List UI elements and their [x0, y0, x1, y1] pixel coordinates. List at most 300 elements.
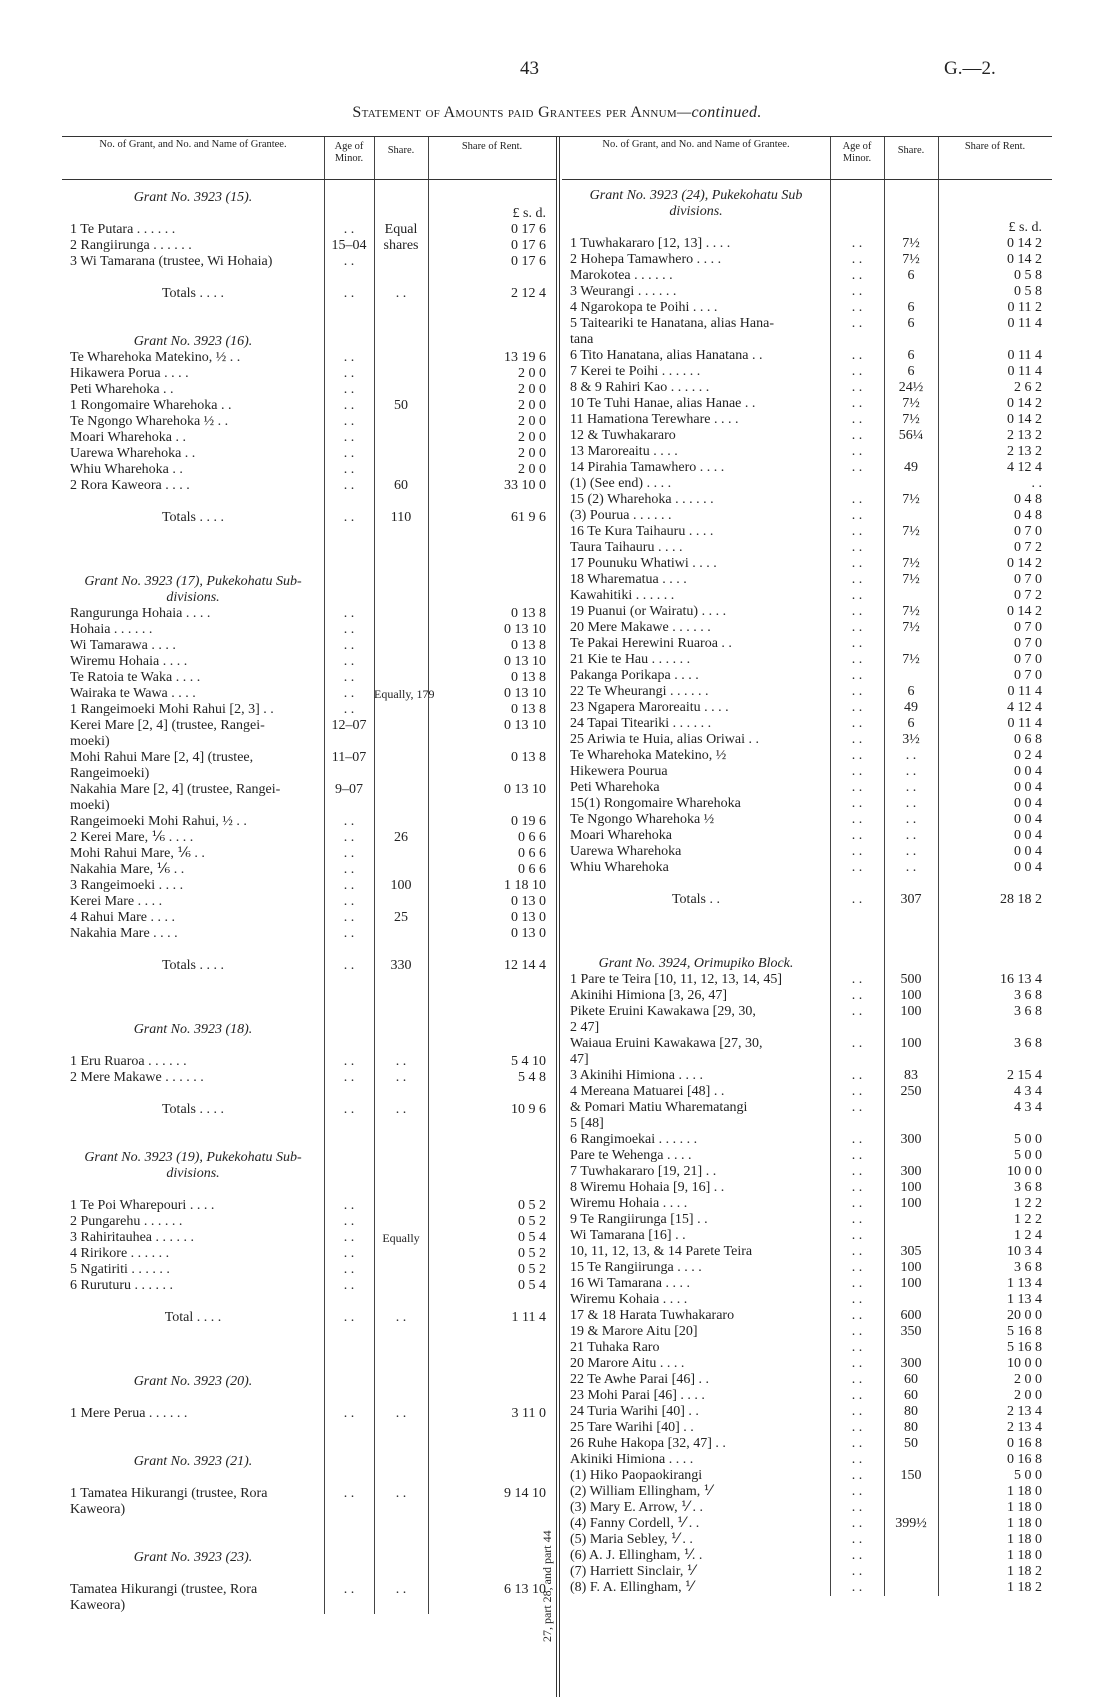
grantee-row: [62, 1038, 556, 1054]
grantee-name: 26 Ruhe Hakopa [32, 47] . .: [570, 1436, 726, 1451]
minor-age: . .: [851, 1036, 863, 1051]
grantee-name: Kaweora): [70, 1502, 126, 1517]
grantee-row: [62, 1342, 556, 1358]
grantee-name: (4) Fanny Cordell, ⅟ . .: [570, 1516, 700, 1531]
minor-age: . .: [343, 894, 355, 909]
rent-value: 33 10 0: [504, 478, 546, 493]
grantee-name: 1 Te Putara . . . . . .: [70, 222, 176, 237]
grantee-name: 15 Te Rangiirunga . . . .: [570, 1260, 702, 1275]
share-value: 399½: [895, 1516, 927, 1531]
grantee-row: [562, 396, 1052, 412]
grantee-row: [62, 1358, 556, 1374]
grantee-row: [62, 718, 556, 734]
share-value: . .: [395, 1070, 407, 1085]
grantee-name: tana: [570, 332, 594, 347]
rent-value: 0 11 2: [1007, 300, 1042, 315]
minor-age: . .: [851, 1292, 863, 1307]
grantee-row: [62, 910, 556, 926]
grantee-row: [62, 1486, 556, 1502]
grantee-name: 11 Hamationa Terewhare . . . .: [570, 412, 739, 427]
grantee-name: 21 Tuhaka Raro: [570, 1340, 660, 1355]
grantee-row: [62, 702, 556, 718]
rent-value: 0 0 4: [1014, 812, 1042, 827]
grantee-row: [62, 670, 556, 686]
grantee-name: 5 Ngatiriti . . . . . .: [70, 1262, 170, 1277]
minor-age: . .: [343, 606, 355, 621]
minor-age: . .: [851, 1004, 863, 1019]
grantee-row: [62, 430, 556, 446]
rent-value: 1 18 2: [1007, 1580, 1042, 1595]
minor-age: . .: [851, 1340, 863, 1355]
minor-age: . .: [851, 428, 863, 443]
left-body: [62, 180, 556, 1614]
minor-age: . .: [343, 1246, 355, 1261]
minor-age: . .: [851, 284, 863, 299]
share-value: . .: [905, 860, 917, 875]
minor-age: . .: [851, 1500, 863, 1515]
grantee-name: 7 Kerei te Poihi . . . . . .: [570, 364, 701, 379]
grantee-name: Pakanga Porikapa . . . .: [570, 668, 699, 683]
share-value: 7½: [902, 604, 920, 619]
grantee-row: [62, 846, 556, 862]
grantee-name: Rangeimoeki Mohi Rahui, ½ . .: [70, 814, 247, 829]
grantee-name: moeki): [70, 798, 110, 813]
grantee-name: Te Wharehoka Matekino, ½: [570, 748, 727, 763]
rent-value: 2 0 0: [518, 366, 546, 381]
grant-heading: [62, 1166, 556, 1182]
share-value: . .: [395, 1486, 407, 1501]
minor-age: . .: [343, 478, 355, 493]
grantee-row: [562, 316, 1052, 332]
minor-age: . .: [343, 622, 355, 637]
minor-age: . .: [851, 1228, 863, 1243]
grantee-name: Grant No. 3923 (16).: [133, 334, 253, 349]
minor-age: . .: [343, 366, 355, 381]
rent-value: £ s. d.: [1008, 220, 1042, 235]
minor-age: . .: [343, 1278, 355, 1293]
rent-value: 0 0 4: [1014, 828, 1042, 843]
grantee-row: [562, 812, 1052, 828]
grantee-name: Peti Wharehoka: [570, 780, 660, 795]
grantee-row: [62, 206, 556, 222]
rent-value: 6 13 10: [504, 1582, 546, 1597]
side-label: 27, part 28, and part 44: [540, 1530, 554, 1642]
grantee-name: 2 Pungarehu . . . . . .: [70, 1214, 183, 1229]
title-suffix: —continued.: [677, 104, 762, 121]
grantee-row: [62, 942, 556, 958]
share-value: . .: [395, 1582, 407, 1597]
grantee-name: Totals . . . .: [161, 286, 224, 301]
grantee-name: Grant No. 3923 (20).: [133, 1374, 253, 1389]
grantee-row: [562, 684, 1052, 700]
grantee-name: 20 Marore Aitu . . . .: [570, 1356, 685, 1371]
minor-age: 9–07: [335, 782, 363, 797]
grantee-row: [62, 766, 556, 782]
minor-age: . .: [851, 684, 863, 699]
grantee-row: [62, 1230, 556, 1246]
share-value: 250: [900, 1084, 922, 1099]
grantee-name: 2 Rora Kaweora . . . .: [70, 478, 190, 493]
share-value: 60: [394, 478, 408, 493]
rent-value: 0 14 2: [1007, 252, 1042, 267]
grantee-row: [562, 220, 1052, 236]
rent-value: 0 13 8: [511, 702, 546, 717]
share-value: 6: [907, 684, 915, 699]
grantee-name: Totals . .: [671, 892, 720, 907]
header-rent: Share of Rent.: [964, 141, 1026, 152]
rent-value: 1 18 0: [1007, 1500, 1042, 1515]
grantee-name: Rangurunga Hohaia . . . .: [70, 606, 211, 621]
rent-value: 0 13 10: [504, 654, 546, 669]
grantee-row: [562, 1068, 1052, 1084]
grantee-row: [562, 556, 1052, 572]
share-value: . .: [395, 1310, 407, 1325]
minor-age: . .: [851, 1068, 863, 1083]
header-name: No. of Grant, and No. and Name of Grantee.: [602, 139, 790, 150]
grantee-name: Taura Taihauru . . . .: [570, 540, 683, 555]
minor-age: 11–07: [331, 750, 367, 765]
grantee-name: 21 Kie te Hau . . . . . .: [570, 652, 691, 667]
rent-value: 0 11 4: [1007, 716, 1042, 731]
share-value: 6: [907, 348, 915, 363]
rent-value: 0 0 4: [1014, 844, 1042, 859]
grantee-name: Kawahitiki . . . . . .: [570, 588, 675, 603]
grantee-row: [562, 1276, 1052, 1292]
minor-age: . .: [343, 286, 355, 301]
grantee-name: Uarewa Wharehoka . .: [70, 446, 196, 461]
minor-age: . .: [851, 1404, 863, 1419]
rent-value: 0 14 2: [1007, 556, 1042, 571]
minor-age: . .: [851, 764, 863, 779]
column-separator-inner: [559, 137, 560, 1697]
grantee-row: [562, 1404, 1052, 1420]
minor-age: . .: [343, 1214, 355, 1229]
grant-heading: [562, 188, 1052, 204]
grantee-row: [562, 268, 1052, 284]
rent-value: 0 6 6: [518, 846, 546, 861]
grantee-name: (7) Harriett Sinclair, ⅟: [570, 1564, 695, 1579]
grantee-row: [562, 940, 1052, 956]
rent-value: 4 3 4: [1014, 1084, 1042, 1099]
grantee-row: [562, 1132, 1052, 1148]
share-value: 80: [904, 1420, 918, 1435]
minor-age: . .: [851, 1276, 863, 1291]
totals-row: [562, 892, 1052, 908]
grantee-row: [562, 412, 1052, 428]
share-value: 7½: [902, 492, 920, 507]
minor-age: . .: [851, 892, 863, 907]
grantee-name: 2 47]: [570, 1020, 600, 1035]
share-value: Equally: [382, 1231, 420, 1245]
share-value: . .: [395, 286, 407, 301]
rent-value: 3 6 8: [1014, 1004, 1042, 1019]
rent-value: 2 0 0: [518, 414, 546, 429]
grantee-name: 5 Taiteariki te Hanatana, alias Hana-: [570, 316, 774, 331]
minor-age: . .: [851, 604, 863, 619]
minor-age: . .: [851, 1372, 863, 1387]
series-code: G.—2.: [944, 58, 996, 79]
share-value: . .: [905, 748, 917, 763]
minor-age: . .: [851, 1212, 863, 1227]
grantee-name: Te Ngongo Wharehoka ½: [570, 812, 715, 827]
grantee-name: Te Ngongo Wharehoka ½ . .: [70, 414, 229, 429]
grantee-row: [562, 1324, 1052, 1340]
grantee-row: [562, 1452, 1052, 1468]
grantee-name: Kaweora): [70, 1598, 126, 1613]
grantee-name: Mohi Rahui Mare [2, 4] (trustee,: [70, 750, 254, 765]
rent-value: 0 11 4: [1007, 316, 1042, 331]
grantee-name: (3) Pourua . . . . . .: [570, 508, 672, 523]
share-value: . .: [905, 828, 917, 843]
grantee-name: 15 (2) Wharehoka . . . . . .: [570, 492, 714, 507]
grantee-name: Hikawera Porua . . . .: [70, 366, 189, 381]
right-header: [562, 137, 1052, 180]
minor-age: . .: [343, 814, 355, 829]
grantee-row: [62, 222, 556, 238]
grantee-row: [62, 830, 556, 846]
right-body: [562, 180, 1052, 1596]
grantee-row: [562, 1180, 1052, 1196]
grantee-row: [562, 908, 1052, 924]
grantee-row: [562, 796, 1052, 812]
grantee-name: 8 & 9 Rahiri Kao . . . . . .: [570, 380, 710, 395]
rent-value: 0 7 0: [1014, 572, 1042, 587]
grantee-row: [62, 622, 556, 638]
minor-age: . .: [343, 1486, 355, 1501]
rent-value: 10 9 6: [511, 1102, 546, 1117]
grantee-row: [562, 860, 1052, 876]
grantee-name: 24 Tapai Titeariki . . . . . .: [570, 716, 712, 731]
grantee-name: 25 Ariwia te Huia, alias Oriwai . .: [570, 732, 759, 747]
rent-value: 0 13 10: [504, 622, 546, 637]
minor-age: . .: [851, 572, 863, 587]
grantee-row: [62, 1118, 556, 1134]
rent-value: 0 0 4: [1014, 764, 1042, 779]
share-value: 49: [904, 700, 918, 715]
minor-age: . .: [851, 1260, 863, 1275]
minor-age: . .: [851, 860, 863, 875]
minor-age: . .: [851, 1452, 863, 1467]
share-value: 60: [904, 1388, 918, 1403]
rent-value: 2 6 2: [1014, 380, 1042, 395]
rent-value: 10 3 4: [1007, 1244, 1042, 1259]
grantee-row: [562, 428, 1052, 444]
totals-row: [62, 286, 556, 302]
grantee-row: [562, 1036, 1052, 1052]
rent-value: 1 2 4: [1014, 1228, 1042, 1243]
share-value: 300: [900, 1132, 922, 1147]
share-value: 7½: [902, 396, 920, 411]
grantee-name: (5) Maria Sebley, ⅟ . .: [570, 1532, 693, 1547]
minor-age: . .: [343, 670, 355, 685]
minor-age: . .: [343, 1198, 355, 1213]
minor-age: . .: [851, 316, 863, 331]
rent-value: 1 18 0: [1007, 1484, 1042, 1499]
grantee-name: 3 Weurangi . . . . . .: [570, 284, 677, 299]
grantee-name: Grant No. 3923 (17), Pukekohatu Sub-: [84, 574, 302, 589]
grantee-name: 23 Mohi Parai [46] . . . .: [570, 1388, 705, 1403]
grantee-row: [62, 894, 556, 910]
minor-age: . .: [851, 668, 863, 683]
grantee-name: 3 Wi Tamarana (trustee, Wi Hohaia): [70, 254, 273, 269]
share-value: 307: [900, 892, 922, 907]
grantee-row: [562, 604, 1052, 620]
grantee-name: 1 Eru Ruaroa . . . . . .: [70, 1054, 187, 1069]
left-table: [62, 137, 556, 1614]
rent-value: 0 0 4: [1014, 780, 1042, 795]
share-value: 7½: [902, 412, 920, 427]
share-value: 100: [900, 1036, 922, 1051]
share-value: 7½: [902, 524, 920, 539]
grantee-row: [562, 588, 1052, 604]
minor-age: . .: [851, 252, 863, 267]
grantee-name: 24 Turia Warihi [40] . .: [570, 1404, 699, 1419]
grantee-row: [62, 814, 556, 830]
grantee-name: Total . . . .: [164, 1310, 222, 1325]
rent-value: 1 2 2: [1014, 1212, 1042, 1227]
page-number: 43: [520, 58, 539, 79]
rent-value: 0 13 8: [511, 670, 546, 685]
rent-value: 0 4 8: [1014, 508, 1042, 523]
grantee-name: Whiu Wharehoka: [570, 860, 669, 875]
grantee-row: [62, 1518, 556, 1534]
grantee-row: [62, 638, 556, 654]
grantee-name: 7 Tuwhakararo [19, 21] . .: [570, 1164, 717, 1179]
header-rule: [830, 137, 831, 179]
grantee-name: Akiniki Himiona . . . .: [570, 1452, 694, 1467]
minor-age: . .: [851, 1196, 863, 1211]
rent-value: 1 11 4: [511, 1310, 546, 1325]
grantee-name: 10, 11, 12, 13, & 14 Parete Teira: [570, 1244, 753, 1259]
rent-value: 2 13 2: [1007, 444, 1042, 459]
share-value: Equal: [384, 222, 418, 237]
share-value: 7½: [902, 572, 920, 587]
grantee-row: [562, 1148, 1052, 1164]
grantee-name: 9 Te Rangiirunga [15] . .: [570, 1212, 708, 1227]
grantee-row: [562, 252, 1052, 268]
share-value: 50: [904, 1436, 918, 1451]
minor-age: . .: [851, 1324, 863, 1339]
grantee-name: 23 Ngapera Maroreaitu . . . .: [570, 700, 729, 715]
grantee-row: [562, 1580, 1052, 1596]
grantee-row: [562, 764, 1052, 780]
header-rent: Share of Rent.: [461, 141, 523, 152]
minor-age: . .: [343, 1310, 355, 1325]
rent-value: 10 0 0: [1007, 1164, 1042, 1179]
minor-age: . .: [851, 1532, 863, 1547]
grantee-name: Wiremu Kohaia . . . .: [570, 1292, 688, 1307]
grantee-name: Grant No. 3923 (19), Pukekohatu Sub-: [84, 1150, 302, 1165]
grantee-name: 3 Akinihi Himiona . . . .: [570, 1068, 703, 1083]
grantee-row: [62, 526, 556, 542]
header-age: Age of Minor.: [334, 141, 364, 164]
grantee-row: [62, 542, 556, 558]
rent-value: 0 0 4: [1014, 796, 1042, 811]
minor-age: . .: [851, 812, 863, 827]
share-value: 100: [900, 1260, 922, 1275]
grantee-row: [62, 558, 556, 574]
grantee-row: [562, 1260, 1052, 1276]
grantee-name: Marokotea . . . . . .: [570, 268, 673, 283]
grantee-row: [562, 844, 1052, 860]
rent-value: 28 18 2: [1000, 892, 1042, 907]
minor-age: . .: [851, 796, 863, 811]
grantee-name: divisions.: [669, 204, 723, 219]
grantee-row: [62, 1582, 556, 1598]
rent-value: 2 0 0: [1014, 1388, 1042, 1403]
grantee-row: [62, 878, 556, 894]
grantee-row: [562, 1292, 1052, 1308]
grantee-row: [562, 1532, 1052, 1548]
share-value: 83: [904, 1068, 918, 1083]
rent-value: 0 6 6: [518, 830, 546, 845]
grantee-row: [562, 460, 1052, 476]
share-value: . .: [905, 844, 917, 859]
rent-value: 0 19 6: [511, 814, 546, 829]
minor-age: . .: [851, 748, 863, 763]
grantee-row: [62, 1182, 556, 1198]
minor-age: . .: [851, 268, 863, 283]
rent-value: £ s. d.: [512, 206, 546, 221]
rent-value: 1 13 4: [1007, 1276, 1042, 1291]
grant-heading: [562, 204, 1052, 220]
grant-heading: [562, 956, 1052, 972]
rent-value: 0 13 8: [511, 606, 546, 621]
totals-row: [62, 1102, 556, 1118]
header-rule: [938, 137, 939, 179]
minor-age: . .: [343, 414, 355, 429]
share-value: 7½: [902, 556, 920, 571]
rent-value: 0 0 4: [1014, 860, 1042, 875]
grantee-row: [562, 1484, 1052, 1500]
minor-age: . .: [851, 380, 863, 395]
grantee-name: 6 Tito Hanatana, alias Hanatana . .: [570, 348, 763, 363]
grantee-name: Whiu Wharehoka . .: [70, 462, 183, 477]
grantee-name: (6) A. J. Ellingham, ⅟. .: [570, 1548, 703, 1563]
grantee-row: [562, 924, 1052, 940]
minor-age: 12–07: [331, 718, 367, 733]
grantee-row: [562, 668, 1052, 684]
grantee-row: [62, 1438, 556, 1454]
grantee-name: (1) (See end) . . . .: [570, 476, 672, 491]
rent-value: 0 13 10: [504, 782, 546, 797]
rent-value: 0 14 2: [1007, 396, 1042, 411]
grantee-row: [562, 716, 1052, 732]
grantee-name: Kerei Mare . . . .: [70, 894, 163, 909]
grantee-name: Totals . . . .: [161, 510, 224, 525]
share-value: 6: [907, 268, 915, 283]
rent-value: 0 5 2: [518, 1198, 546, 1213]
minor-age: . .: [851, 1468, 863, 1483]
grantee-name: Uarewa Wharehoka: [570, 844, 682, 859]
grantee-name: 17 Pounuku Whatiwi . . . .: [570, 556, 717, 571]
grantee-row: [562, 1116, 1052, 1132]
rent-value: 0 17 6: [511, 238, 546, 253]
minor-age: . .: [343, 686, 355, 701]
rent-value: 1 18 0: [1007, 1548, 1042, 1563]
totals-row: [62, 510, 556, 526]
grantee-name: 6 Rangimoekai . . . . . .: [570, 1132, 698, 1147]
minor-age: . .: [343, 350, 355, 365]
rent-value: 0 13 8: [511, 750, 546, 765]
grantee-name: 1 Rangeimoeki Mohi Rahui [2, 3] . .: [70, 702, 274, 717]
share-value: 500: [900, 972, 922, 987]
share-value: 6: [907, 316, 915, 331]
title-text: Statement of Amounts paid Grantees per Annum: [352, 104, 677, 121]
grantee-name: divisions.: [166, 590, 220, 605]
grantee-name: Mohi Rahui Mare, ⅙ . .: [70, 846, 205, 861]
grantee-name: 4 Ngarokopa te Poihi . . . .: [570, 300, 718, 315]
